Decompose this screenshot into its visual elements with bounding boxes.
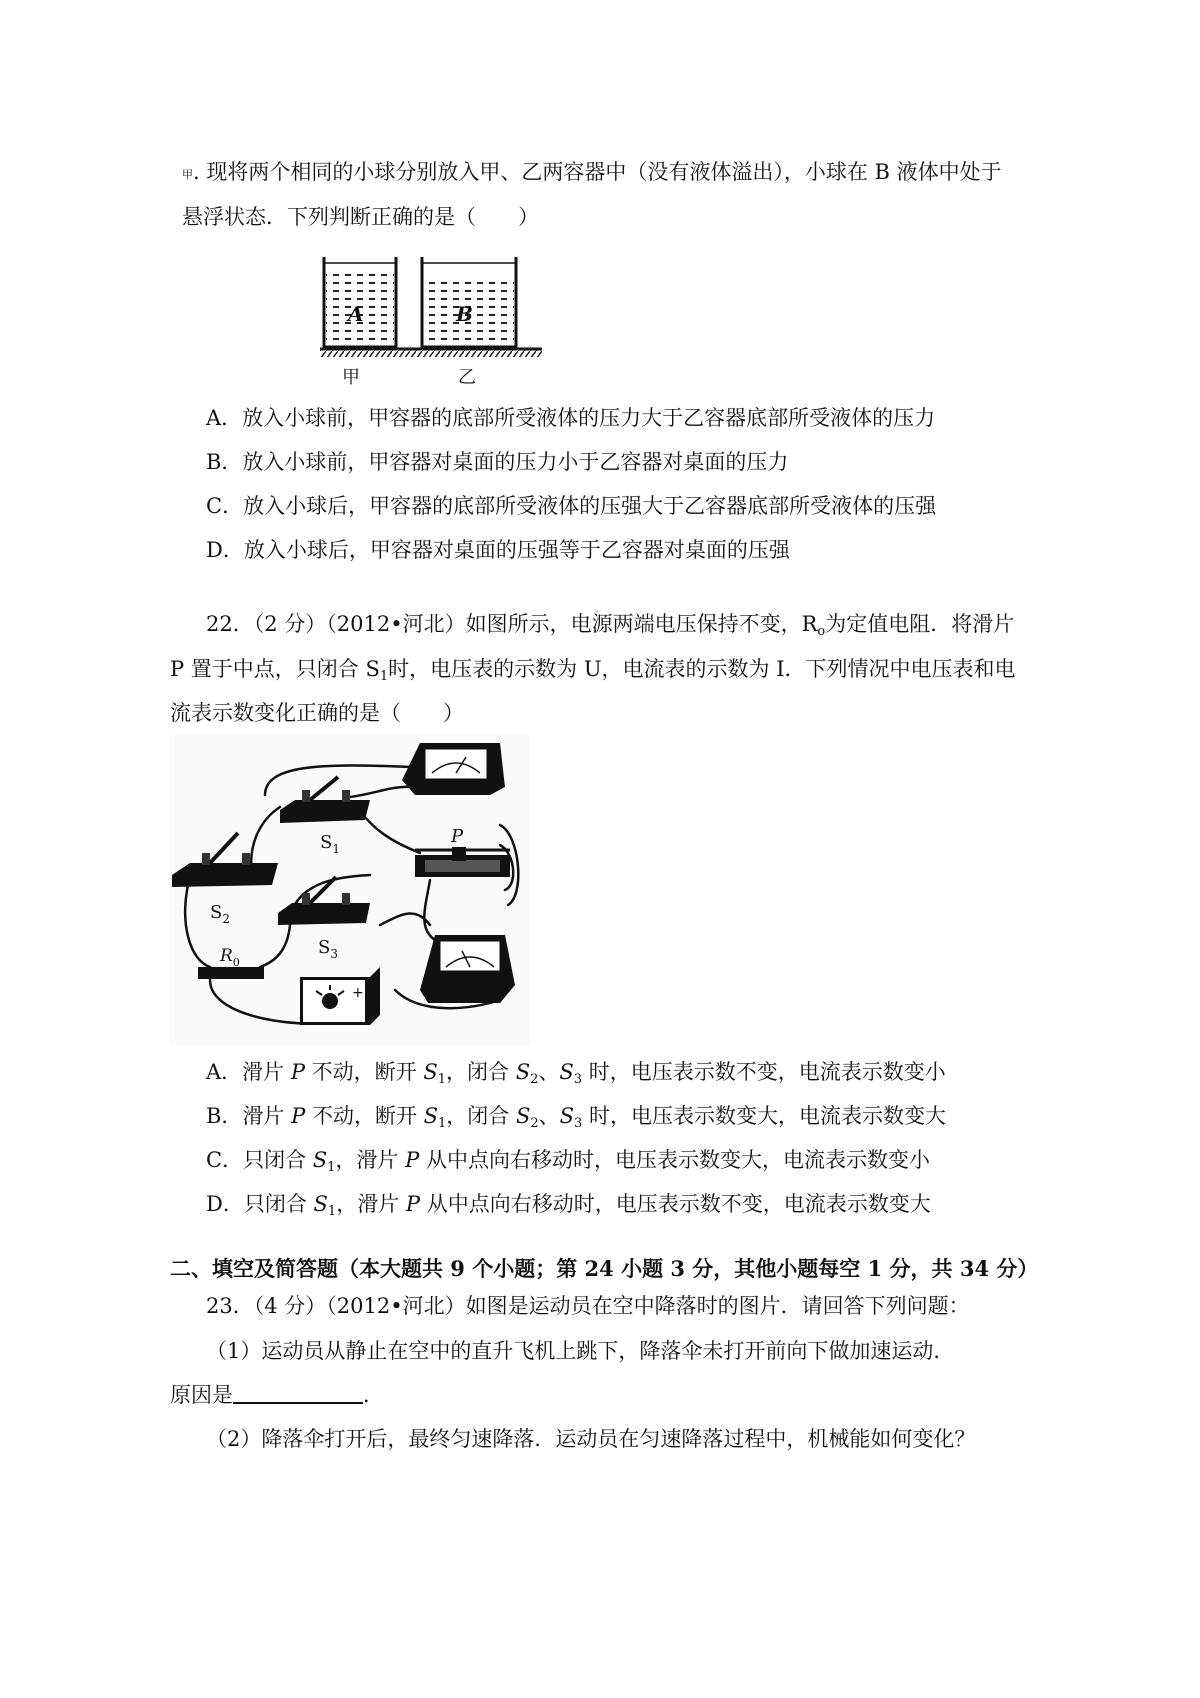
label-s3: $S_3$ (318, 937, 338, 961)
q21-continuation-line1: 甲. 现将两个相同的小球分别放入甲、乙两容器中（没有液体溢出），小球在 B 液体中处于 (182, 160, 1002, 184)
svg-text:+: + (352, 985, 364, 1001)
q22-stem-line3: 流表示数变化正确的是（ ） (170, 701, 464, 725)
voltmeter-meter (420, 935, 515, 1003)
circuit-figure (170, 735, 530, 1045)
q23-part2: （2）降落伞打开后，最终匀速降落．运动员在匀速降落过程中，机械能如何变化？ (206, 1427, 976, 1451)
answer-blank[interactable] (233, 1380, 363, 1404)
caption-jia: 甲 (342, 367, 360, 388)
rheostat (415, 847, 510, 877)
label-p: P (451, 826, 464, 847)
q21-continuation-line2: 悬浮状态．下列判断正确的是（ ） (182, 205, 539, 229)
q23-part1: （1）运动员从静止在空中的直升飞机上跳下，降落伞未打开前向下做加速运动． (206, 1339, 955, 1363)
section-heading: 二、填空及简答题（本大题共 9 个小题；第 24 小题 3 分，其他小题每空 1 分，共 34 分） (170, 1256, 1039, 1281)
q22-stem-line2: P 置于中点，只闭合 $S_1$时，电压表的示数为 U，电流表的示数为 I．下列情况中电压表和电 (170, 657, 1016, 684)
q21-prefix: 甲 (182, 168, 193, 181)
label-r0: $R_0$ (220, 946, 240, 969)
liquid-b-label: B (456, 302, 473, 326)
q21-option-a: A．放入小球前，甲容器的底部所受液体的压力大于乙容器底部所受液体的压力 (206, 406, 936, 430)
caption-yi: 乙 (458, 367, 476, 388)
q23-stem: 23．（4 分）（2012•河北）如图是运动员在空中降落时的图片．请回答下列问题： (206, 1294, 970, 1318)
label-s1: $S_1$ (320, 832, 340, 856)
q21-option-c: C．放入小球后，甲容器的底部所受液体的压强大于乙容器底部所受液体的压强 (206, 494, 937, 518)
q23-part1-answer: 原因是 ． (170, 1380, 384, 1410)
q22-option-c: C．只闭合 $S_1$，滑片 P 从中点向右移动时，电压表示数变大，电流表示数变小 (206, 1148, 930, 1175)
ammeter-meter (402, 743, 505, 795)
q22-stem-line1: 22．（2 分）（2012•河北）如图所示，电源两端电压保持不变，$R_o$为定值电阻．将滑片 (206, 612, 1015, 639)
label-s2: $S_2$ (210, 902, 230, 926)
q22-option-b: B．滑片 P 不动，断开 $S_1$，闭合 $S_2$、$S_3$ 时，电压表示数变大，电流表示数变大 (206, 1104, 947, 1131)
containers-figure (320, 255, 560, 390)
q22-option-d: D．只闭合 $S_1$，滑片 P 从中点向右移动时，电压表示数不变，电流表示数变大 (206, 1192, 931, 1219)
q21-option-d: D．放入小球后，甲容器对桌面的压强等于乙容器对桌面的压强 (206, 538, 790, 562)
liquid-a-label: A (348, 302, 364, 326)
q21-option-b: B．放入小球前，甲容器对桌面的压力小于乙容器对桌面的压力 (206, 450, 789, 474)
resistor-r0 (198, 967, 264, 979)
q22-option-a: A．滑片 P 不动，断开 $S_1$，闭合 $S_2$、$S_3$ 时，电压表示数不变，电流表示数变小 (206, 1060, 946, 1087)
